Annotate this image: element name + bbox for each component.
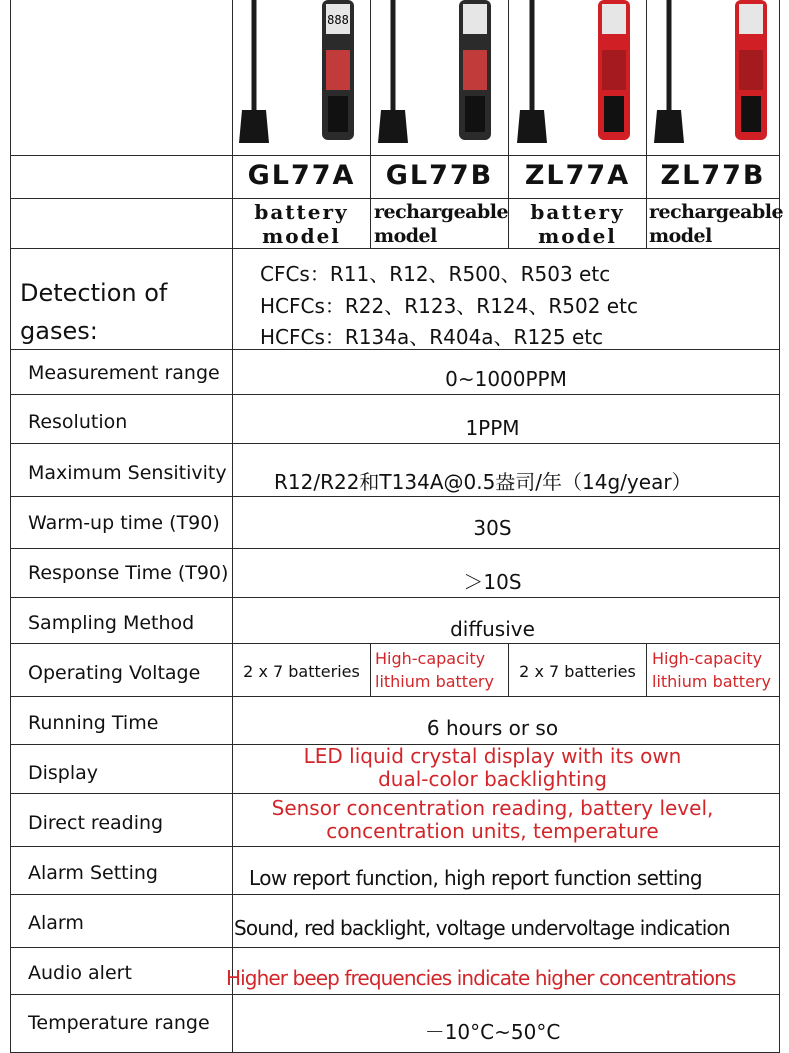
value-direct-reading: Sensor concentration reading, battery level, concentration units, temperature (271, 796, 714, 843)
value-sampling-method: diffusive (450, 617, 535, 641)
value-audio-alert: Higher beep frequencies indicate higher concentrations (226, 966, 736, 990)
device-image-zl77b (649, 0, 779, 152)
value-response-time: ＞10S (463, 570, 522, 594)
device-image-zl77a (510, 0, 646, 152)
device-readout: 888 (327, 13, 349, 27)
model-type-zl77a: battery model (530, 200, 625, 248)
model-type-zl77b: rechargeable model (649, 201, 784, 247)
device-image-gl77a (236, 0, 368, 152)
model-type-gl77a: battery model (254, 200, 349, 248)
model-type-gl77b: rechargeable model (374, 201, 509, 247)
label-response-time: Response Time (T90) (28, 562, 229, 584)
model-name-gl77b: GL77B (385, 160, 494, 191)
value-voltage-gl77b: High-capacity lithium battery (375, 649, 494, 691)
model-name-zl77b: ZL77B (660, 160, 766, 191)
label-measurement-range: Measurement range (28, 362, 220, 384)
label-display: Display (28, 762, 99, 784)
value-voltage-zl77a: 2 x 7 batteries (519, 662, 636, 681)
gas-list-hcfc-1: HCFCs：R22、R123、R124、R502 etc (260, 294, 638, 318)
gas-list-hcfc-2: HCFCs：R134a、R404a、R125 etc (260, 325, 604, 349)
label-alarm: Alarm (28, 912, 84, 934)
model-name-zl77a: ZL77A (524, 160, 631, 191)
value-warmup-time: 30S (473, 516, 512, 540)
value-alarm: Sound, red backlight, voltage undervoltage indication (234, 916, 730, 940)
detection-label: Detection of gases: (20, 279, 168, 345)
value-running-time: 6 hours or so (426, 716, 559, 740)
value-voltage-zl77b: High-capacity lithium battery (652, 649, 771, 691)
label-alarm-setting: Alarm Setting (28, 862, 158, 884)
model-name-gl77a: GL77A (247, 160, 356, 191)
label-warmup-time: Warm-up time (T90) (28, 512, 220, 534)
label-direct-reading: Direct reading (28, 812, 164, 834)
value-alarm-setting: Low report function, high report function setting (249, 866, 702, 890)
label-resolution: Resolution (28, 411, 128, 433)
value-max-sensitivity: R12/R22和T134A@0.5盎司/年（14g/year） (274, 470, 692, 494)
value-measurement-range: 0~1000PPM (445, 367, 567, 391)
value-voltage-gl77a: 2 x 7 batteries (243, 662, 360, 681)
label-running-time: Running Time (28, 712, 159, 734)
device-image-gl77b (373, 0, 507, 152)
label-operating-voltage: Operating Voltage (28, 662, 201, 684)
label-audio-alert: Audio alert (28, 962, 132, 984)
value-temperature-range: －10°C~50°C (424, 1020, 561, 1044)
value-resolution: 1PPM (465, 416, 520, 440)
label-sampling-method: Sampling Method (28, 612, 195, 634)
label-temperature-range: Temperature range (28, 1012, 210, 1034)
label-max-sensitivity: Maximum Sensitivity (28, 462, 227, 484)
value-display: LED liquid crystal display with its own dual-color backlighting (303, 744, 682, 791)
gas-list-cfc: CFCs：R11、R12、R500、R503 etc (260, 262, 611, 286)
